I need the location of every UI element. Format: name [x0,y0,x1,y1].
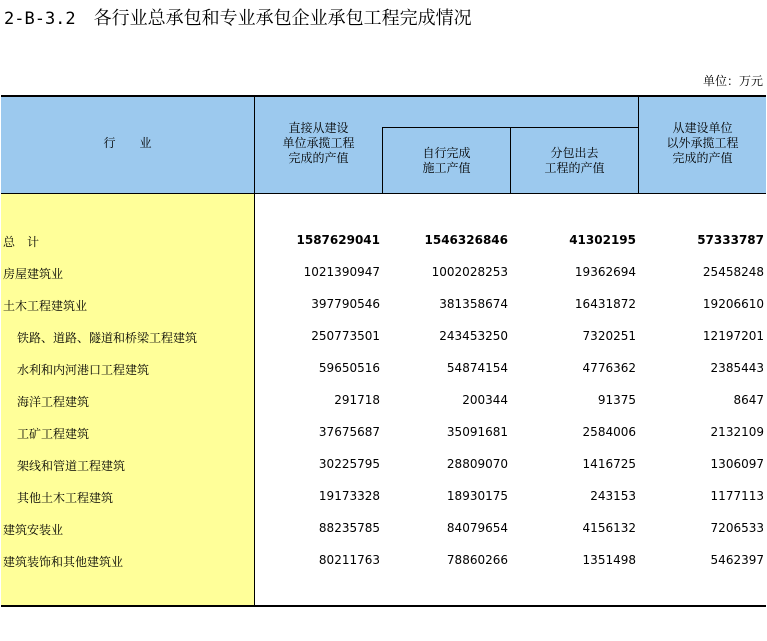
table-row [1,225,766,257]
table-cell-value: 4776362 [582,361,636,375]
row-label: 总 计 [3,235,40,249]
table-cell-value: 41302195 [569,233,636,247]
table-cell-value: 30225795 [318,457,380,471]
table-cell-value: 80211763 [318,553,380,567]
table-cell-value: 18930175 [446,489,508,503]
table-cell-value: 291718 [334,393,380,407]
row-label: 海洋工程建筑 [17,395,90,409]
table-cell-value: 381358674 [439,297,508,311]
table-row [1,513,766,545]
table-cell-value: 16431872 [574,297,636,311]
table-cell-value: 2385443 [710,361,764,375]
table-cell-value: 12197201 [702,329,764,343]
table-row [1,545,766,577]
table-cell-value: 1177113 [710,489,764,503]
bottom-rule [1,605,766,607]
row-label: 工矿工程建筑 [17,427,90,441]
table-title: 各行业总承包和专业承包企业承包工程完成情况 [93,8,472,29]
unit-label: 单位：万元 [702,74,763,88]
table-cell-value: 57333787 [697,233,764,247]
table-cell-value: 250773501 [311,329,380,343]
table-cell-value: 1546326846 [424,233,508,247]
table-cell-value: 1587629041 [296,233,380,247]
table-row [1,257,766,289]
table-cell-value: 54874154 [446,361,508,375]
table-cell-value: 19206610 [702,297,764,311]
header-subcontracted: 分包出去 工程的产值 [544,146,605,175]
row-label: 其他土木工程建筑 [17,491,114,505]
table-cell-value: 2132109 [710,425,764,439]
row-label: 铁路、道路、隧道和桥梁工程建筑 [17,331,198,345]
table-cell-value: 5462397 [710,553,764,567]
top-rule [1,95,766,97]
table-cell-value: 91375 [597,393,636,407]
table-cell-value: 7206533 [710,521,764,535]
table-cell-value: 1351498 [582,553,636,567]
row-label: 水利和内河港口工程建筑 [17,363,150,377]
table-cell-value: 1416725 [582,457,636,471]
table-row [1,385,766,417]
header-other-contract: 从建设单位 以外承揽工程 完成的产值 [666,121,739,165]
table-cell-value: 1306097 [710,457,764,471]
table-cell-value: 25458248 [702,265,764,279]
table-cell-value: 19362694 [574,265,636,279]
table-cell-value: 37675687 [318,425,380,439]
row-label: 土木工程建筑业 [3,299,88,313]
row-label: 架线和管道工程建筑 [17,459,126,473]
header-industry: 行 业 [103,136,152,150]
table-cell-value: 78860266 [446,553,508,567]
table-cell-value: 59650516 [318,361,380,375]
table-cell-value: 7320251 [582,329,636,343]
table-row [1,289,766,321]
table-cell-value: 84079654 [446,521,508,535]
table-code: 2-B-3.2 [4,9,76,29]
row-label: 建筑安装业 [3,523,64,537]
row-label: 建筑装饰和其他建筑业 [3,555,124,569]
table-cell-value: 200344 [462,393,508,407]
table-cell-value: 8647 [733,393,764,407]
table-cell-value: 19173328 [318,489,380,503]
table-row [1,481,766,513]
table-cell-value: 397790546 [311,297,380,311]
header-direct-contract: 直接从建设 单位承揽工程 完成的产值 [282,121,355,165]
table-cell-value: 28809070 [446,457,508,471]
data-table [1,95,766,608]
table-cell-value: 243153 [590,489,636,503]
table-cell-value: 1021390947 [303,265,380,279]
page-title [4,6,472,32]
table-cell-value: 2584006 [582,425,636,439]
header-bottom-rule [1,193,766,194]
table-cell-value: 88235785 [318,521,380,535]
table-cell-value: 4156132 [582,521,636,535]
row-label: 房屋建筑业 [3,267,64,281]
table-row [1,417,766,449]
table-row [1,321,766,353]
table-row [1,353,766,385]
table-cell-value: 243453250 [439,329,508,343]
table-row [1,449,766,481]
table-cell-value: 1002028253 [431,265,508,279]
header-self-completed: 自行完成 施工产值 [422,146,471,175]
table-cell-value: 35091681 [446,425,508,439]
